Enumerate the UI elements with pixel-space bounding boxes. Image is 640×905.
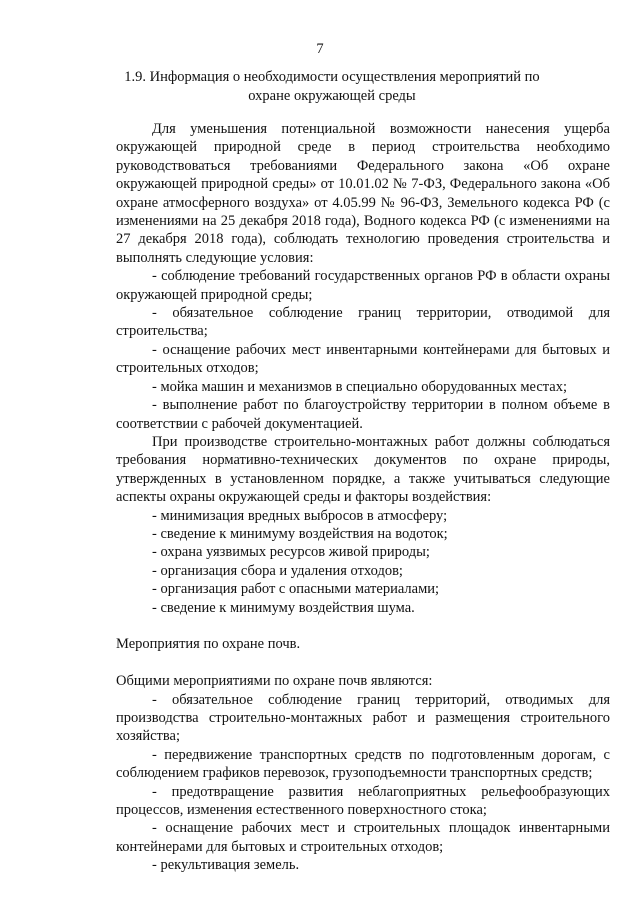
list-item: - оснащение рабочих мест инвентарными контейнерами для бытовых и строительных отходов; — [116, 341, 610, 377]
list-item: - сведение к минимуму воздействия на водоток; — [152, 525, 448, 542]
list-item: - соблюдение требований государственных органов РФ в области охраны окружающей природной среды; — [116, 268, 610, 303]
list-item: - обязательное соблюдение границ территорий, отводимых для производства строительно-монтажных работ и размещения строительного хозяйства; — [116, 691, 610, 745]
list-item: - охрана уязвимых ресурсов живой природы; — [152, 544, 430, 561]
list-item: - организация сбора и удаления отходов; — [152, 562, 403, 579]
list-item: - мойка машин и механизмов в специально оборудованных местах; — [152, 378, 568, 395]
list-item: - рекультивация земель. — [152, 857, 300, 874]
list-item: - минимизация вредных выбросов в атмосферу; — [152, 507, 448, 524]
page-number: 7 — [316, 41, 324, 57]
spacer — [116, 654, 610, 672]
list-item: - выполнение работ по благоустройству территории в полном объеме в соответствии с рабочей документацией. — [116, 397, 610, 432]
soil-protection-title: Мероприятия по охране почв. — [116, 636, 301, 653]
soil-measures-intro: Общими мероприятиями по охране почв являются: — [116, 673, 433, 690]
list-item: - предотвращение развития неблагоприятных рельефообразующих процессов, изменения естественного поверхностного стока; — [116, 783, 610, 818]
intro-paragraph: Для уменьшения потенциальной возможности нанесения ущерба окружающей природной среде в период строительства необходимо руководствоваться требованиями Федерального закона «Об охране окружающей природной среды» от 10.01.02 № 7-ФЗ, Федерального закона «Об охране атмосферного воздуха» от 4.05.99 № 96-ФЗ, Земельного кодекса РФ (с изменениями на 25 декабря 2018 года), Водного кодекса РФ (с изменениями на 27 декабря 2018 года), соблюдать технологию проведения строительства и выполнять следующие условия: — [116, 121, 610, 266]
list-item: - оснащение рабочих мест и строительных площадок инвентарными контейнерами для бытовых и строительных отходов; — [116, 820, 610, 855]
document-body — [116, 120, 610, 875]
list-item: - сведение к минимуму воздействия шума. — [152, 599, 415, 616]
section-heading: 1.9. Информация о необходимости осуществления мероприятий по охране окружающей среды — [124, 69, 540, 104]
list-item: - передвижение транспортных средств по подготовленным дорогам, с соблюдением графиков перевозок, грузоподъемности транспортных средств; — [116, 746, 610, 782]
requirements-paragraph: При производстве строительно-монтажных работ должны соблюдаться требования нормативно-технических документов по охране природы, утвержденных в установленном порядке, а также учитываться следующие аспекты охраны окружающей среды и факторы воздействия: — [116, 433, 610, 506]
list-item: - организация работ с опасными материалами; — [152, 581, 440, 598]
spacer — [116, 617, 610, 635]
list-item: - обязательное соблюдение границ территории, отводимой для строительства; — [116, 305, 610, 340]
